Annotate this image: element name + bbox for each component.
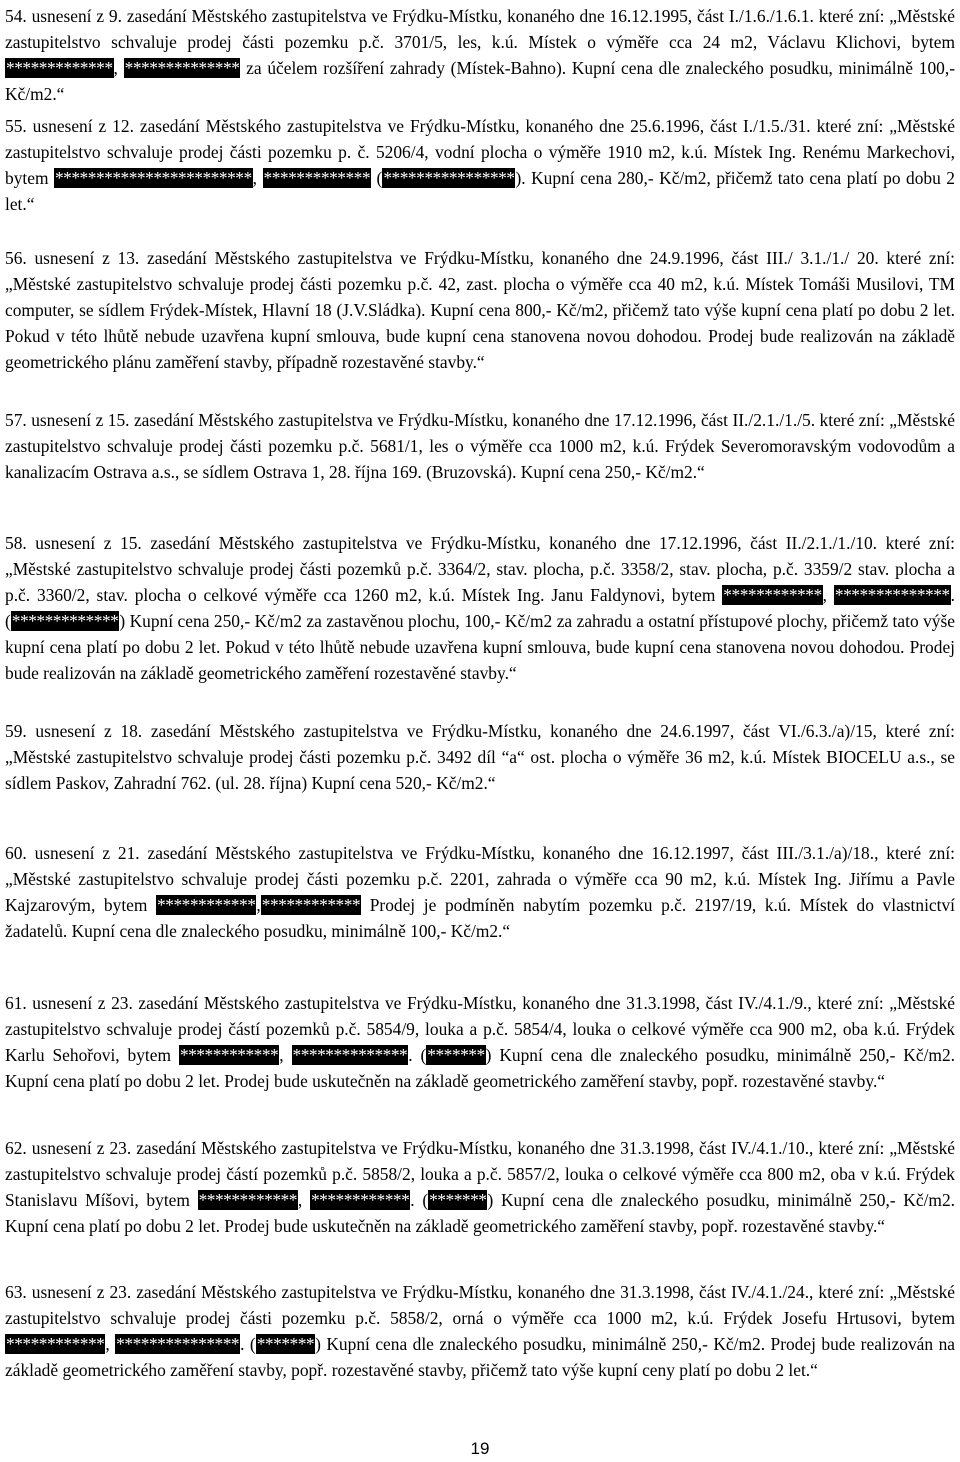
paragraph-63: [5, 1279, 955, 1383]
text-run: ) Kupní cena dle znaleckého posudku, minimálně 250,- Kč/m2. Kupní cena platí po dobu 2 let. Prodej bude uskutečněn na základě geometrického zaměření stavby, popř. rozestavěné stavby.“: [5, 1190, 955, 1236]
text-run: ). Kupní cena 280,- Kč/m2, přičemž tato cena platí po dobu 2 let.“: [5, 168, 955, 214]
redaction-box: **************: [124, 58, 240, 78]
text-run: 60. usnesení z 21. zasedání Městského zastupitelstva ve Frýdku-Místku, konaného dne 16.12.1997, část III./3.1./a)/18., které zní: „Městské zastupitelstvo schvaluje prodej části pozemku p.č. 2201, zahrada o výměře cca 90 m2, k.ú. Místek Ing. Jiřímu a Pavle Kajzarovým, bytem: [5, 843, 955, 915]
redaction-box: **************: [292, 1045, 408, 1065]
redaction-box: *******: [429, 1190, 487, 1210]
text-run: . (: [240, 1334, 256, 1354]
redaction-box: **************: [834, 585, 950, 605]
paragraph-54: [5, 3, 955, 107]
redaction-box: ************************: [54, 168, 252, 188]
redaction-box: ************: [198, 1190, 297, 1210]
paragraph-61: [5, 990, 955, 1094]
text-run: 56. usnesení z 13. zasedání Městského zastupitelstva ve Frýdku-Místku, konaného dne 24.9.1996, část III./ 3.1./1./ 20. které zní: „Městské zastupitelstvo schvaluje prodej části pozemku p.č. 42, zast. plocha o výměře cca 40 m2, k.ú. Místek Tomáši Musilovi, TM computer, se sídlem Frýdek-Místek, Hlavní 18 (J.V.Sládka). Kupní cena 800,- Kč/m2, přičemž tato výše kupní cena platí po dobu 2 let. Pokud v této lhůtě nebude uzavřena kupní smlouva, bude kupní cena stanovena novou dohodou. Prodej bude realizován na základě geometrického plánu zaměření stavby, případně rozestavěné stavby.“: [5, 248, 955, 372]
text-run: ,: [105, 1334, 116, 1354]
paragraph-55: [5, 113, 955, 217]
text-run: Prodej je podmíněn nabytím pozemku p.č. 2197/19, k.ú. Místek do vlastnictví žadatelů. Kupní cena dle znaleckého posudku, minimálně 100,- Kč/m2.“: [5, 895, 955, 941]
page-number: 19: [470, 1439, 490, 1458]
paragraph-56: [5, 245, 955, 375]
redaction-box: *************: [263, 168, 371, 188]
paragraph-60: [5, 840, 955, 944]
text-run: 57. usnesení z 15. zasedání Městského zastupitelstva ve Frýdku-Místku, konaného dne 17.12.1996, část II./2.1./1./5. které zní: „Městské zastupitelstvo schvaluje prodej části pozemku p.č. 5681/1, les o výměře cca 1000 m2, k.ú. Frýdek Severomoravským vodovodům a kanalizacím Ostrava a.s., se sídlem Ostrava 1, 28. října 169. (Bruzovská). Kupní cena 250,- Kč/m2.“: [5, 410, 955, 482]
text-run: 59. usnesení z 18. zasedání Městského zastupitelstva ve Frýdku-Místku, konaného dne 24.6.1997, část VI./6.3./a)/15, které zní: „Městské zastupitelstvo schvaluje prodej části pozemku p.č. 3492 díl “a“ ost. plocha o výměře 36 m2, k.ú. Místek BIOCELU a.s., se sídlem Paskov, Zahradní 762. (ul. 28. října) Kupní cena 520,- Kč/m2.“: [5, 721, 955, 793]
redaction-box: ************: [6, 1334, 105, 1354]
paragraph-57: [5, 407, 955, 485]
text-run: ,: [256, 895, 261, 915]
text-run: ) Kupní cena 250,- Kč/m2 za zastavěnou plochu, 100,- Kč/m2 za zahradu a ostatní přístupové plochy, přičemž tato výše kupní cena platí po dobu 2 let. Pokud v této lhůtě nebude uzavřena kupní smlouva, bude kupní cena stanovena novou dohodou. Prodej bude realizován na základě geometrického zaměření rozestavěné stavby.“: [5, 611, 955, 683]
text-run: ) Kupní cena dle znaleckého posudku, minimálně 250,- Kč/m2. Prodej bude realizován na základě geometrického zaměření stavby, popř. rozestavěné stavby, přičemž tato výše kupní ceny platí po dobu 2 let.“: [5, 1334, 955, 1380]
redaction-box: ************: [310, 1190, 410, 1210]
redaction-box: ************: [157, 895, 256, 915]
text-run: . (: [410, 1190, 429, 1210]
text-run: . (: [5, 585, 955, 631]
text-run: 54. usnesení z 9. zasedání Městského zastupitelstva ve Frýdku-Místku, konaného dne 16.12.1995, část I./1.6./1.6.1. které zní: „Městské zastupitelstvo schvaluje prodej části pozemku p.č. 3701/5, les, k.ú. Místek o výměře cca 24 m2, Václavu Klichovi, bytem: [5, 6, 955, 52]
text-run: ,: [297, 1190, 310, 1210]
paragraph-59: [5, 718, 955, 796]
text-run: ,: [113, 58, 124, 78]
redaction-box: *************: [6, 58, 113, 78]
text-run: ) Kupní cena dle znaleckého posudku, minimálně 250,- Kč/m2. Kupní cena platí po dobu 2 let. Prodej bude uskutečněn na základě geometrického zaměření stavby, popř. rozestavěné stavby.“: [5, 1045, 955, 1091]
redaction-box: ************: [261, 895, 361, 915]
text-run: 63. usnesení z 23. zasedání Městského zastupitelstva ve Frýdku-Místku, konaného dne 31.3.1998, část IV./4.1./24., které zní: „Městské zastupitelstvo schvaluje prodej části pozemku p.č. 5858/2, orná o výměře cca 1000 m2, k.ú. Frýdek Josefu Hrtusovi, bytem: [5, 1282, 955, 1328]
text-run: . (: [408, 1045, 427, 1065]
text-run: 55. usnesení z 12. zasedání Městského zastupitelstva ve Frýdku-Místku, konaného dne 25.6.1996, část I./1.5./31. které zní: „Městské zastupitelstvo schvaluje prodej části pozemku p. č. 5206/4, vodní plocha o výměře 1910 m2, k.ú. Místek Ing. Renému Markechovi, bytem: [5, 116, 955, 188]
redaction-box: *************: [11, 611, 119, 631]
redaction-box: *******: [427, 1045, 485, 1065]
redaction-box: ************: [723, 585, 822, 605]
text-run: za účelem rozšíření zahrady (Místek-Bahno). Kupní cena dle znaleckého posudku, minimálně 100,- Kč/m2.“: [5, 58, 955, 104]
text-run: 62. usnesení z 23. zasedání Městského zastupitelstva ve Frýdku-Místku, konaného dne 31.3.1998, část IV./4.1./10., které zní: „Městské zastupitelstvo schvaluje prodej částí pozemků p.č. 5858/2, louka a p.č. 5857/2, louka o celkové výměře cca 800 m2, oba v k.ú. Frýdek Stanislavu Míšovi, bytem: [5, 1138, 955, 1210]
redaction-box: ***************: [116, 1334, 240, 1354]
paragraph-62: [5, 1135, 955, 1239]
text-run: 61. usnesení z 23. zasedání Městského zastupitelstva ve Frýdku-Místku, konaného dne 31.3.1998, část IV./4.1./9., které zní: „Městské zastupitelstvo schvaluje prodej částí pozemků p.č. 5854/9, louka a p.č. 5854/4, louka o celkové výměře cca 900 m2, oba k.ú. Frýdek Karlu Sehořovi, bytem: [5, 993, 955, 1065]
text-run: ,: [822, 585, 834, 605]
redaction-box: ************: [179, 1045, 279, 1065]
text-run: ,: [279, 1045, 292, 1065]
text-run: 58. usnesení z 15. zasedání Městského zastupitelstva ve Frýdku-Místku, konaného dne 17.12.1996, část II./2.1./1./10. které zní: „Městské zastupitelstvo schvaluje prodej části pozemků p.č. 3364/2, stav. plocha, p.č. 3358/2, stav. plocha, p.č. 3359/2 stav. plocha a p.č. 3360/2, stav. plocha o celkové výměře cca 1260 m2, k.ú. Místek Ing. Janu Faldynovi, bytem: [5, 533, 955, 605]
redaction-box: ****************: [383, 168, 515, 188]
redaction-box: *******: [256, 1334, 315, 1354]
paragraph-58: [5, 530, 955, 686]
text-run: ,: [252, 168, 263, 188]
text-run: (: [371, 168, 383, 188]
